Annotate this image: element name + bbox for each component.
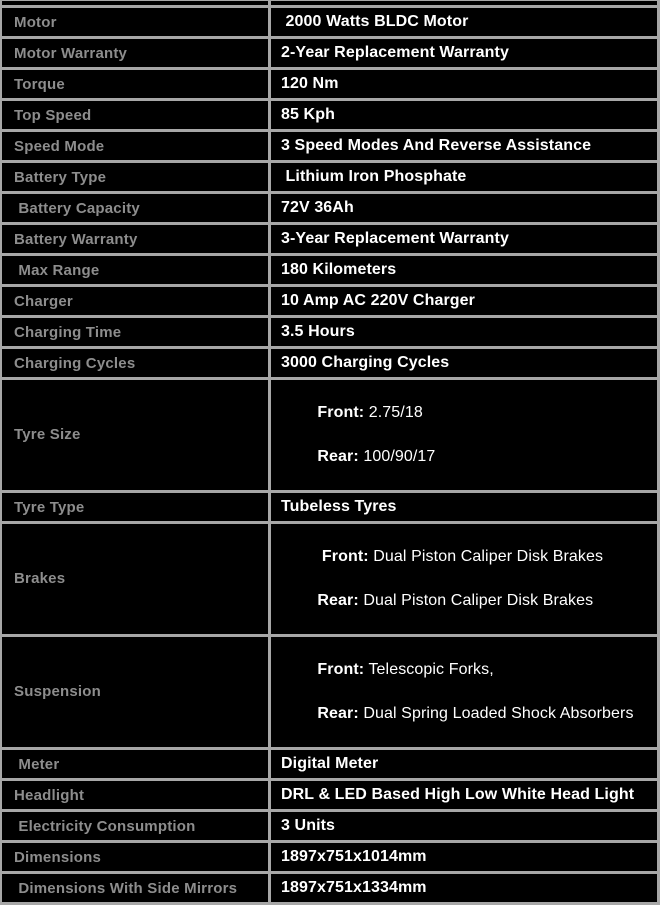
spec-value [271, 39, 657, 70]
spec-value [271, 812, 657, 843]
spec-label [2, 132, 271, 163]
spec-value [271, 843, 657, 874]
spec-label [2, 637, 271, 750]
spec-row-battery-type [2, 163, 657, 194]
spec-value [271, 225, 657, 256]
spec-label [2, 380, 271, 493]
spec-value [271, 287, 657, 318]
spec-value-text: Tubeless Tyres [281, 498, 397, 515]
spec-row-charger [2, 287, 657, 318]
spec-row-suspension [2, 637, 657, 750]
spec-label-text: Top Speed [14, 106, 92, 124]
spec-value-text: 180 Kilometers [281, 261, 397, 278]
spec-value [271, 874, 657, 905]
spec-value-text: 1897x751x1334mm [281, 879, 427, 896]
spec-row-motor-warranty [2, 39, 657, 70]
spec-value-text: Digital Meter [281, 755, 379, 772]
spec-label [2, 750, 271, 781]
spec-row-brakes [2, 524, 657, 637]
spec-label-text: Battery Capacity [14, 199, 140, 217]
spec-row-meter [2, 750, 657, 781]
spec-label-text: Electricity Consumption [14, 817, 196, 835]
spec-row-battery-capacity [2, 194, 657, 225]
spec-value-text: 3 Units [281, 817, 336, 834]
spec-row-tyre-size [2, 380, 657, 493]
spec-label [2, 318, 271, 349]
spec-label [2, 349, 271, 380]
spec-label-text: Battery Type [14, 168, 107, 186]
spec-label [2, 287, 271, 318]
spec-value-text: 1897x751x1014mm [281, 848, 427, 865]
spec-value [271, 163, 657, 194]
spec-value-text: 10 Amp AC 220V Charger [281, 292, 475, 309]
spec-label-text: Dimensions With Side Mirrors [14, 879, 238, 897]
front-spec-line [317, 661, 493, 678]
spec-value-text: 3000 Charging Cycles [281, 354, 450, 371]
spec-label-text: Tyre Size [14, 426, 81, 443]
spec-label [2, 874, 271, 905]
spec-label [2, 225, 271, 256]
spec-label-text: Meter [14, 755, 60, 773]
spec-label [2, 70, 271, 101]
spec-row-tyre-type [2, 493, 657, 524]
spec-value [271, 132, 657, 163]
spec-label-text: Tyre Type [14, 498, 85, 516]
spec-row-motor [2, 8, 657, 39]
spec-value [271, 8, 657, 39]
spec-value [271, 101, 657, 132]
spec-value [271, 781, 657, 812]
spec-row-top-speed [2, 101, 657, 132]
spec-label-text: Motor [14, 13, 57, 31]
spec-value [271, 349, 657, 380]
spec-label-text: Dimensions [14, 848, 102, 866]
spec-row-charging-time [2, 318, 657, 349]
spec-label-text: Torque [14, 75, 65, 93]
spec-label-text: Charging Cycles [14, 354, 136, 372]
spec-label [2, 843, 271, 874]
spec-value [271, 256, 657, 287]
rear-spec-line [317, 448, 435, 465]
spec-label-text: Motor Warranty [14, 44, 128, 62]
rear-prefix: Rear: [317, 705, 359, 722]
rear-value-text: 100/90/17 [358, 448, 436, 465]
spec-label-text: Charger [14, 292, 73, 310]
spec-value-text: Lithium Iron Phosphate [281, 168, 467, 185]
spec-label [2, 101, 271, 132]
spec-value [271, 750, 657, 781]
front-value-text: Dual Piston Caliper Disk Brakes [368, 548, 604, 565]
spec-label-text: Charging Time [14, 323, 122, 341]
spec-label [2, 194, 271, 225]
spec-label [2, 524, 271, 637]
spec-value-text: 2-Year Replacement Warranty [281, 44, 509, 61]
spec-label-text: Battery Warranty [14, 230, 138, 248]
spec-value-text: DRL & LED Based High Low White Head Light [281, 786, 635, 803]
spec-value-text: 85 Kph [281, 106, 335, 123]
spec-value-text: 3.5 Hours [281, 323, 355, 340]
spec-row-max-range [2, 256, 657, 287]
spec-value [271, 637, 657, 750]
front-value-text: Telescopic Forks, [364, 661, 494, 678]
front-prefix: Front: [317, 661, 365, 678]
spec-label [2, 812, 271, 843]
spec-value-text: 3-Year Replacement Warranty [281, 230, 509, 247]
spec-row-electricity-consumption [2, 812, 657, 843]
spec-label-text: Headlight [14, 786, 85, 804]
spec-label [2, 8, 271, 39]
front-prefix: Front: [317, 548, 369, 565]
spec-label-text: Brakes [14, 570, 66, 587]
spec-label [2, 39, 271, 70]
spec-label-text: Suspension [14, 683, 102, 700]
cropped-cell [2, 1, 271, 8]
spec-row-torque [2, 70, 657, 101]
spec-value-text: 72V 36Ah [281, 199, 354, 216]
rear-spec-line [317, 705, 633, 722]
spec-row-charging-cycles [2, 349, 657, 380]
rear-prefix: Rear: [317, 592, 359, 609]
spec-value-text: 2000 Watts BLDC Motor [281, 13, 469, 30]
spec-value [271, 524, 657, 637]
front-spec-line [317, 548, 603, 565]
spec-value-text: 3 Speed Modes And Reverse Assistance [281, 137, 592, 154]
spec-row-speed-mode [2, 132, 657, 163]
rear-value-text: Dual Piston Caliper Disk Brakes [358, 592, 594, 609]
spec-row-battery-warranty [2, 225, 657, 256]
rear-prefix: Rear: [317, 448, 359, 465]
spec-row-dimensions-with-side-mirrors [2, 874, 657, 905]
front-value-text: 2.75/18 [364, 404, 423, 421]
spec-value [271, 380, 657, 493]
cropped-row-sliver [2, 1, 657, 8]
cropped-cell [271, 1, 657, 8]
spec-label [2, 256, 271, 287]
spec-value [271, 318, 657, 349]
rear-value-text: Dual Spring Loaded Shock Absorbers [358, 705, 634, 722]
spec-value-text: 120 Nm [281, 75, 339, 92]
spec-label-text: Max Range [14, 261, 100, 279]
spec-value [271, 194, 657, 225]
spec-value [271, 70, 657, 101]
spec-label [2, 163, 271, 194]
spec-row-headlight [2, 781, 657, 812]
front-prefix: Front: [317, 404, 365, 421]
spec-row-dimensions [2, 843, 657, 874]
front-spec-line [317, 404, 422, 421]
spec-label [2, 781, 271, 812]
spec-label [2, 493, 271, 524]
rear-spec-line [317, 592, 593, 609]
spec-label-text: Speed Mode [14, 137, 105, 155]
spec-value [271, 493, 657, 524]
